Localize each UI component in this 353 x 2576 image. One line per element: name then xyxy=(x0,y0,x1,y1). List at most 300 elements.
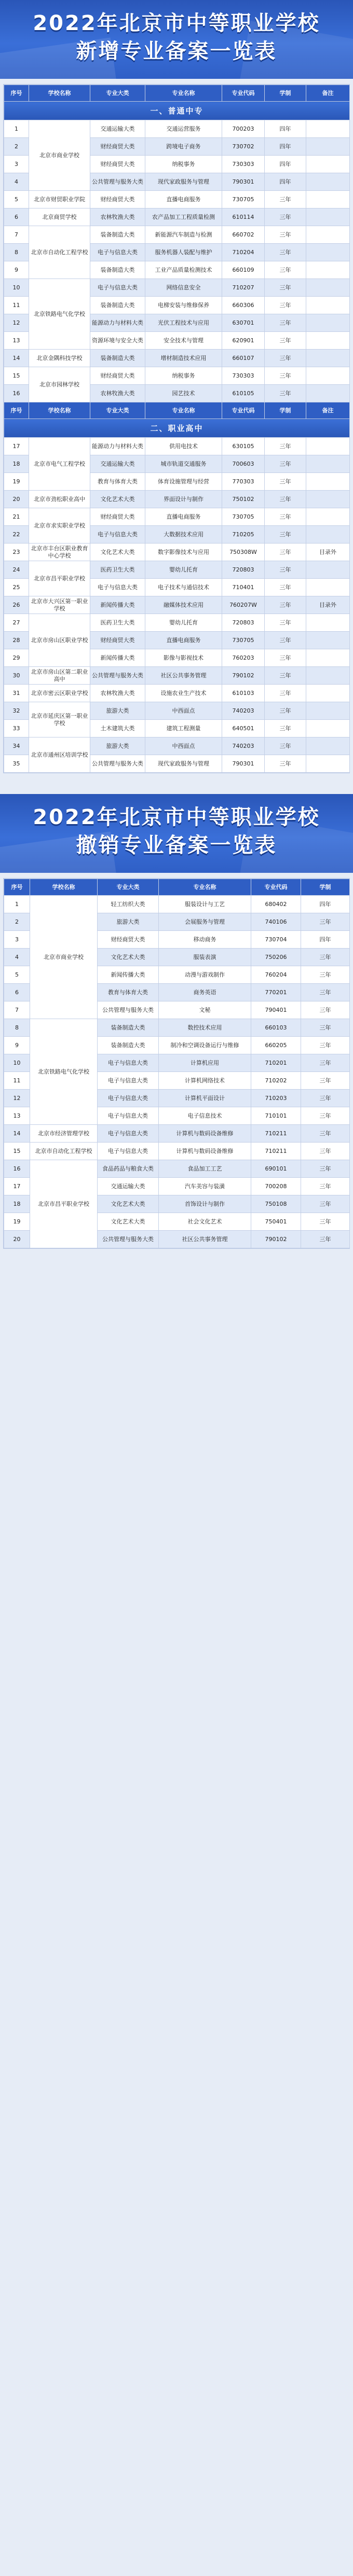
school-name: 北京市自动化工程学校 xyxy=(29,226,90,279)
section-title-row xyxy=(4,102,350,120)
major-code: 770303 xyxy=(222,473,265,491)
study-length: 三年 xyxy=(265,649,306,667)
study-length: 三年 xyxy=(265,544,306,561)
study-length: 三年 xyxy=(301,1037,350,1054)
row-seq: 1 xyxy=(4,120,29,138)
note xyxy=(306,261,350,279)
major-name: 工业产品质量检测技术 xyxy=(145,261,222,279)
header-length: 学制 xyxy=(265,85,306,102)
note xyxy=(306,367,350,385)
row-seq: 4 xyxy=(4,173,29,191)
note xyxy=(306,720,350,737)
note: 目录外 xyxy=(306,596,350,614)
note xyxy=(306,438,350,455)
major-category: 电子与信息大类 xyxy=(90,244,145,261)
major-name: 跨境电子商务 xyxy=(145,138,222,156)
major-category: 财经商贸大类 xyxy=(90,367,145,385)
major-code: 680402 xyxy=(251,896,301,913)
major-code: 790102 xyxy=(222,667,265,685)
note xyxy=(306,473,350,491)
major-code: 660205 xyxy=(251,1037,301,1054)
major-code: 700203 xyxy=(222,120,265,138)
major-name: 纳税事务 xyxy=(145,156,222,173)
banner2-title-line1: 2022年北京市中等职业学校 xyxy=(33,805,320,829)
major-category: 财经商贸大类 xyxy=(90,156,145,173)
major-code: 690101 xyxy=(251,1160,301,1178)
major-category: 公共管理与服务大类 xyxy=(90,667,145,685)
major-category: 文化艺术大类 xyxy=(98,1213,159,1231)
major-name: 界面设计与制作 xyxy=(145,491,222,508)
study-length: 三年 xyxy=(265,208,306,226)
major-name: 计算机应用 xyxy=(159,1054,251,1072)
note xyxy=(306,226,350,244)
table-row xyxy=(4,350,350,367)
table-row xyxy=(4,208,350,226)
major-category: 农林牧渔大类 xyxy=(90,208,145,226)
table-row xyxy=(4,1143,350,1160)
row-seq: 5 xyxy=(4,191,29,208)
section-title: 一、普通中专 xyxy=(4,102,350,120)
major-name: 安全技术与管理 xyxy=(145,332,222,350)
study-length: 三年 xyxy=(265,685,306,702)
note xyxy=(306,508,350,526)
row-seq: 3 xyxy=(4,156,29,173)
row-seq: 7 xyxy=(4,1001,30,1019)
header-school: 学校名称 xyxy=(29,85,90,102)
table-row xyxy=(4,367,350,385)
major-name: 设施农业生产技术 xyxy=(145,685,222,702)
major-code: 700603 xyxy=(222,455,265,473)
major-category: 旅游大类 xyxy=(90,702,145,720)
major-category: 电子与信息大类 xyxy=(98,1090,159,1107)
major-name: 电梯安装与维修保养 xyxy=(145,297,222,314)
row-seq: 25 xyxy=(4,579,29,596)
note xyxy=(306,737,350,755)
study-length: 三年 xyxy=(265,508,306,526)
row-seq: 12 xyxy=(4,1090,30,1107)
row-seq: 17 xyxy=(4,438,29,455)
table-row xyxy=(4,614,350,632)
note xyxy=(306,138,350,156)
study-length: 三年 xyxy=(301,1001,350,1019)
major-name: 计算机与数码设备维修 xyxy=(159,1143,251,1160)
school-name: 北京铁路电气化学校 xyxy=(30,1019,98,1125)
banner-new-majors xyxy=(0,0,353,79)
major-code: 790301 xyxy=(222,755,265,773)
study-length: 三年 xyxy=(265,261,306,279)
row-seq: 16 xyxy=(4,385,29,402)
major-name: 中西面点 xyxy=(145,702,222,720)
major-name: 社区公共事务管理 xyxy=(159,1231,251,1248)
major-name: 移动商务 xyxy=(159,931,251,949)
banner-title-line2: 新增专业备案一览表 xyxy=(76,39,277,63)
study-length: 三年 xyxy=(301,1090,350,1107)
major-category: 装备制造大类 xyxy=(90,261,145,279)
header-seq: 序号 xyxy=(4,402,29,419)
major-code: 710201 xyxy=(251,1054,301,1072)
major-code: 710211 xyxy=(251,1143,301,1160)
major-name: 纳税事务 xyxy=(145,367,222,385)
school-name: 北京市丰台区职业教育中心学校 xyxy=(29,544,90,561)
study-length: 三年 xyxy=(265,244,306,261)
major-name: 直播电商服务 xyxy=(145,632,222,649)
row-seq: 1 xyxy=(4,896,30,913)
note xyxy=(306,314,350,332)
row-seq: 15 xyxy=(4,367,29,385)
major-category: 交通运输大类 xyxy=(90,120,145,138)
major-code: 610103 xyxy=(222,685,265,702)
major-code: 770201 xyxy=(251,984,301,1001)
table-row xyxy=(4,896,350,913)
row-seq: 2 xyxy=(4,913,30,931)
major-name: 城市轨道交通服务 xyxy=(145,455,222,473)
study-length: 三年 xyxy=(265,667,306,685)
note xyxy=(306,561,350,579)
major-category: 装备制造大类 xyxy=(98,1037,159,1054)
new-majors-card xyxy=(3,84,350,773)
major-code: 740106 xyxy=(251,913,301,931)
study-length: 三年 xyxy=(265,191,306,208)
major-name: 交通运营服务 xyxy=(145,120,222,138)
school-name: 北京市大兴区第一职业学校 xyxy=(29,596,90,614)
table-row xyxy=(4,1160,350,1178)
major-name: 文秘 xyxy=(159,1001,251,1019)
major-category: 农林牧渔大类 xyxy=(90,685,145,702)
header-length: 学制 xyxy=(265,402,306,419)
study-length: 三年 xyxy=(265,579,306,596)
study-length: 四年 xyxy=(301,896,350,913)
row-seq: 4 xyxy=(4,949,30,966)
note xyxy=(306,279,350,297)
header-school: 学校名称 xyxy=(30,879,98,896)
major-category: 交通运输大类 xyxy=(98,1178,159,1195)
major-code: 720803 xyxy=(222,614,265,632)
major-category: 装备制造大类 xyxy=(98,1019,159,1037)
study-length: 四年 xyxy=(265,173,306,191)
major-category: 装备制造大类 xyxy=(90,297,145,314)
major-name: 大数据技术应用 xyxy=(145,526,222,544)
row-seq: 28 xyxy=(4,632,29,649)
row-seq: 27 xyxy=(4,614,29,632)
major-category: 资源环境与安全大类 xyxy=(90,332,145,350)
row-seq: 5 xyxy=(4,966,30,984)
row-seq: 18 xyxy=(4,455,29,473)
major-name: 影像与影视技术 xyxy=(145,649,222,667)
row-seq: 24 xyxy=(4,561,29,579)
study-length: 四年 xyxy=(301,931,350,949)
note xyxy=(306,297,350,314)
table-row xyxy=(4,279,350,297)
note xyxy=(306,491,350,508)
school-name: 北京市商业学校 xyxy=(30,896,98,1019)
study-length: 三年 xyxy=(265,473,306,491)
school-name: 北京市劲松职业高中 xyxy=(29,491,90,508)
study-length: 三年 xyxy=(301,1125,350,1143)
study-length: 三年 xyxy=(265,702,306,720)
major-category: 电子与信息大类 xyxy=(98,1125,159,1143)
table-row xyxy=(4,226,350,244)
school-name: 北京市园林学校 xyxy=(29,367,90,402)
major-category: 新闻传播大类 xyxy=(90,596,145,614)
major-code: 730702 xyxy=(222,138,265,156)
major-code: 730705 xyxy=(222,508,265,526)
major-code: 750206 xyxy=(251,949,301,966)
school-name: 北京商贸学校 xyxy=(29,208,90,226)
row-seq: 15 xyxy=(4,1143,30,1160)
major-code: 710101 xyxy=(251,1107,301,1125)
study-length: 三年 xyxy=(301,1072,350,1090)
study-length: 三年 xyxy=(301,1019,350,1037)
table-row xyxy=(4,737,350,755)
row-seq: 32 xyxy=(4,702,29,720)
major-category: 财经商贸大类 xyxy=(98,931,159,949)
row-seq: 34 xyxy=(4,737,29,755)
cancelled-majors-table xyxy=(4,879,350,1248)
study-length: 三年 xyxy=(265,526,306,544)
note xyxy=(306,632,350,649)
study-length: 三年 xyxy=(301,913,350,931)
major-category: 新闻传播大类 xyxy=(98,966,159,984)
major-category: 土木建筑大类 xyxy=(90,720,145,737)
major-code: 710207 xyxy=(222,279,265,297)
table-row xyxy=(4,1019,350,1037)
row-seq: 22 xyxy=(4,526,29,544)
major-category: 电子与信息大类 xyxy=(90,579,145,596)
major-category: 电子与信息大类 xyxy=(90,279,145,297)
note xyxy=(306,191,350,208)
study-length: 三年 xyxy=(301,1107,350,1125)
row-seq: 10 xyxy=(4,279,29,297)
major-code: 730705 xyxy=(222,191,265,208)
major-code: 740203 xyxy=(222,702,265,720)
major-code: 710401 xyxy=(222,579,265,596)
major-category: 教育与体育大类 xyxy=(98,984,159,1001)
major-name: 农产品加工工程质量检测 xyxy=(145,208,222,226)
row-seq: 33 xyxy=(4,720,29,737)
study-length: 三年 xyxy=(265,561,306,579)
section-title: 二、职业高中 xyxy=(4,419,350,438)
row-seq: 26 xyxy=(4,596,29,614)
major-name: 数控技术应用 xyxy=(159,1019,251,1037)
row-seq: 19 xyxy=(4,473,29,491)
major-name: 建筑工程测量 xyxy=(145,720,222,737)
major-category: 文化艺术大类 xyxy=(90,491,145,508)
header-seq: 序号 xyxy=(4,879,30,896)
row-seq: 9 xyxy=(4,1037,30,1054)
major-code: 730303 xyxy=(222,367,265,385)
major-name: 光伏工程技术与应用 xyxy=(145,314,222,332)
school-name: 北京市昌平职业学校 xyxy=(29,561,90,596)
table-row xyxy=(4,544,350,561)
row-seq: 29 xyxy=(4,649,29,667)
school-name: 北京市自动化工程学校 xyxy=(30,1143,98,1160)
major-category: 电子与信息大类 xyxy=(98,1054,159,1072)
major-code: 760203 xyxy=(222,649,265,667)
major-code: 740203 xyxy=(222,737,265,755)
major-code: 790102 xyxy=(251,1231,301,1248)
study-length: 四年 xyxy=(265,120,306,138)
study-length: 四年 xyxy=(265,156,306,173)
row-seq: 10 xyxy=(4,1054,30,1072)
school-name: 北京市电气工程学校 xyxy=(29,438,90,491)
major-name: 食品加工工艺 xyxy=(159,1160,251,1178)
major-name: 制冷和空调设备运行与维修 xyxy=(159,1037,251,1054)
study-length: 三年 xyxy=(265,438,306,455)
row-seq: 13 xyxy=(4,1107,30,1125)
study-length: 三年 xyxy=(265,297,306,314)
note xyxy=(306,120,350,138)
header-major: 专业名称 xyxy=(145,85,222,102)
major-code: 730303 xyxy=(222,156,265,173)
header-seq: 序号 xyxy=(4,85,29,102)
major-code: 610105 xyxy=(222,385,265,402)
header-code: 专业代码 xyxy=(222,402,265,419)
major-name: 服装设计与工艺 xyxy=(159,896,251,913)
study-length: 三年 xyxy=(265,720,306,737)
note: 目录外 xyxy=(306,544,350,561)
school-name: 北京市求实职业学校 xyxy=(29,508,90,544)
table-row xyxy=(4,120,350,138)
table-row xyxy=(4,596,350,614)
major-category: 食品药品与粮食大类 xyxy=(98,1160,159,1178)
table-row xyxy=(4,491,350,508)
table-header-row xyxy=(4,85,350,102)
poster xyxy=(0,0,353,1254)
table-row xyxy=(4,438,350,455)
school-name: 北京市延庆区第一职业学校 xyxy=(29,702,90,737)
major-category: 能源动力与材料大类 xyxy=(90,314,145,332)
note xyxy=(306,455,350,473)
major-code: 630701 xyxy=(222,314,265,332)
major-name: 服务机器人装配与维护 xyxy=(145,244,222,261)
major-name: 计算机网络技术 xyxy=(159,1072,251,1090)
major-category: 装备制造大类 xyxy=(90,226,145,244)
major-name: 电子技术与通信技术 xyxy=(145,579,222,596)
major-code: 760204 xyxy=(251,966,301,984)
major-name: 社会文化艺术 xyxy=(159,1213,251,1231)
study-length: 三年 xyxy=(265,367,306,385)
major-category: 财经商贸大类 xyxy=(90,632,145,649)
header-note: 备注 xyxy=(306,85,350,102)
row-seq: 14 xyxy=(4,1125,30,1143)
major-category: 新闻传播大类 xyxy=(90,649,145,667)
major-code: 710205 xyxy=(222,526,265,544)
major-category: 轻工纺织大类 xyxy=(98,896,159,913)
major-code: 730705 xyxy=(222,632,265,649)
cancelled-majors-card xyxy=(3,878,350,1249)
major-name: 计算机平面设计 xyxy=(159,1090,251,1107)
major-name: 首饰设计与制作 xyxy=(159,1195,251,1213)
major-name: 计算机与数码设备维修 xyxy=(159,1125,251,1143)
header-note: 备注 xyxy=(306,402,350,419)
major-category: 文化艺术大类 xyxy=(98,949,159,966)
major-category: 医药卫生大类 xyxy=(90,561,145,579)
major-category: 电子与信息大类 xyxy=(98,1143,159,1160)
major-code: 750102 xyxy=(222,491,265,508)
major-category: 交通运输大类 xyxy=(90,455,145,473)
study-length: 三年 xyxy=(265,226,306,244)
study-length: 三年 xyxy=(265,350,306,367)
major-code: 790301 xyxy=(222,173,265,191)
row-seq: 30 xyxy=(4,667,29,685)
row-seq: 14 xyxy=(4,350,29,367)
study-length: 三年 xyxy=(265,737,306,755)
study-length: 三年 xyxy=(265,455,306,473)
table-row xyxy=(4,508,350,526)
major-category: 医药卫生大类 xyxy=(90,614,145,632)
study-length: 三年 xyxy=(265,632,306,649)
major-name: 汽车美容与装潢 xyxy=(159,1178,251,1195)
note xyxy=(306,526,350,544)
study-length: 三年 xyxy=(265,279,306,297)
banner2-title-line2: 撤销专业备案一览表 xyxy=(76,833,277,857)
header-category: 专业大类 xyxy=(90,85,145,102)
school-name: 北京市房山区职业学校 xyxy=(29,614,90,667)
study-length: 三年 xyxy=(301,949,350,966)
study-length: 三年 xyxy=(301,1178,350,1195)
school-name: 北京市密云区职业学校 xyxy=(29,685,90,702)
table-row xyxy=(4,667,350,685)
study-length: 三年 xyxy=(265,755,306,773)
major-category: 教育与体育大类 xyxy=(90,473,145,491)
row-seq: 8 xyxy=(4,244,29,261)
note xyxy=(306,156,350,173)
major-code: 730704 xyxy=(251,931,301,949)
major-name: 会展服务与管理 xyxy=(159,913,251,931)
study-length: 三年 xyxy=(265,491,306,508)
major-code: 710202 xyxy=(251,1072,301,1090)
major-code: 710211 xyxy=(251,1125,301,1143)
note xyxy=(306,649,350,667)
school-name: 北京市房山区第二职业高中 xyxy=(29,667,90,685)
section-title-row xyxy=(4,419,350,438)
row-seq: 21 xyxy=(4,508,29,526)
row-seq: 9 xyxy=(4,261,29,279)
row-seq: 20 xyxy=(4,1231,30,1248)
major-code: 750308W xyxy=(222,544,265,561)
study-length: 三年 xyxy=(265,596,306,614)
major-name: 电子信息技术 xyxy=(159,1107,251,1125)
major-category: 公共管理与服务大类 xyxy=(90,755,145,773)
school-name: 北京市商业学校 xyxy=(29,120,90,191)
row-seq: 11 xyxy=(4,297,29,314)
note xyxy=(306,350,350,367)
row-seq: 6 xyxy=(4,208,29,226)
study-length: 三年 xyxy=(265,614,306,632)
major-code: 750401 xyxy=(251,1213,301,1231)
major-name: 数字影像技术与应用 xyxy=(145,544,222,561)
major-name: 直播电商服务 xyxy=(145,191,222,208)
major-category: 电子与信息大类 xyxy=(98,1107,159,1125)
major-name: 婴幼儿托育 xyxy=(145,561,222,579)
table-row xyxy=(4,561,350,579)
study-length: 三年 xyxy=(301,966,350,984)
major-category: 公共管理与服务大类 xyxy=(98,1231,159,1248)
table-row xyxy=(4,685,350,702)
major-code: 660107 xyxy=(222,350,265,367)
school-name: 北京市财贸职业学院 xyxy=(29,191,90,208)
note xyxy=(306,667,350,685)
school-name: 北京金隅科技学校 xyxy=(29,350,90,367)
row-seq: 18 xyxy=(4,1195,30,1213)
major-code: 760207W xyxy=(222,596,265,614)
row-seq: 31 xyxy=(4,685,29,702)
row-seq: 19 xyxy=(4,1213,30,1231)
header-major: 专业名称 xyxy=(145,402,222,419)
major-code: 660306 xyxy=(222,297,265,314)
major-name: 现代家政服务与管理 xyxy=(145,755,222,773)
table-row xyxy=(4,1125,350,1143)
